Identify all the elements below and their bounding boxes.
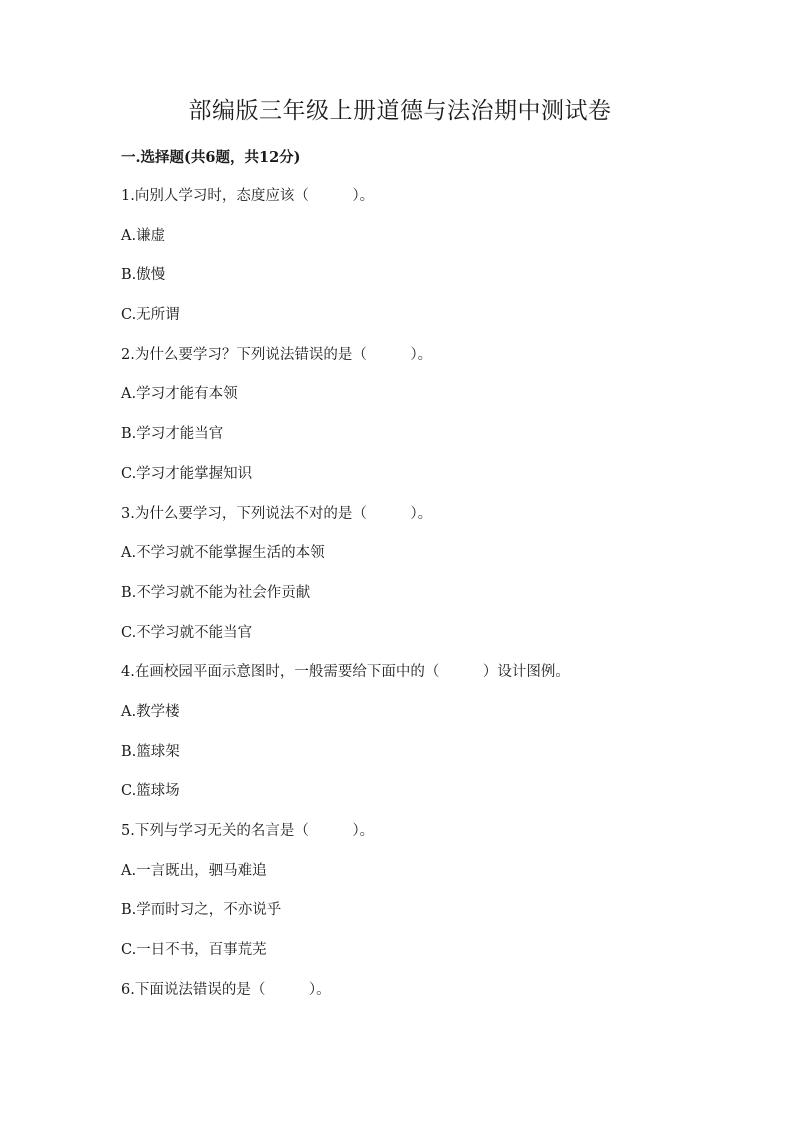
question-2-option-a: A.学习才能有本领 bbox=[121, 386, 238, 403]
question-3-option-c: C.不学习就不能当官 bbox=[121, 624, 253, 641]
section-header-multiple-choice: 一.选择题(共6题，共12分) bbox=[121, 149, 301, 166]
question-5: 5.下列与学习无关的名言是（ ）。 bbox=[121, 823, 375, 839]
question-1-option-a: A.谦虚 bbox=[121, 227, 166, 244]
question-3-option-b: B.不学习就不能为社会作贡献 bbox=[121, 584, 311, 601]
question-5-option-a: A.一言既出，驷马难追 bbox=[121, 862, 267, 879]
question-3-option-a: A.不学习就不能掌握生活的本领 bbox=[121, 545, 325, 562]
document-title: 部编版三年级上册道德与法治期中测试卷 bbox=[188, 98, 612, 124]
question-2-option-b: B.学习才能当官 bbox=[121, 426, 224, 443]
question-4: 4.在画校园平面示意图时，一般需要给下面中的（ ）设计图例。 bbox=[121, 664, 570, 681]
question-1-option-b: B.傲慢 bbox=[121, 267, 166, 284]
question-6: 6.下面说法错误的是（ ）。 bbox=[121, 981, 331, 998]
question-3: 3.为什么要学习，下列说法不对的是（ ）。 bbox=[121, 505, 433, 522]
question-1-option-c: C.无所谓 bbox=[121, 307, 180, 324]
question-list bbox=[121, 186, 741, 1019]
question-4-option-c: C.篮球场 bbox=[121, 783, 180, 800]
question-1: 1.向别人学习时，态度应该（ ）。 bbox=[121, 188, 375, 204]
question-4-option-b: B.篮球架 bbox=[121, 743, 180, 760]
question-5-option-b: B.学而时习之，不亦说乎 bbox=[121, 902, 282, 919]
question-2-option-c: C.学习才能掌握知识 bbox=[121, 465, 253, 482]
question-4-option-a: A.教学楼 bbox=[121, 703, 180, 720]
question-2: 2.为什么要学习？下列说法错误的是（ ）。 bbox=[121, 346, 433, 363]
question-5-option-c: C.一日不书，百事荒芜 bbox=[121, 942, 267, 959]
